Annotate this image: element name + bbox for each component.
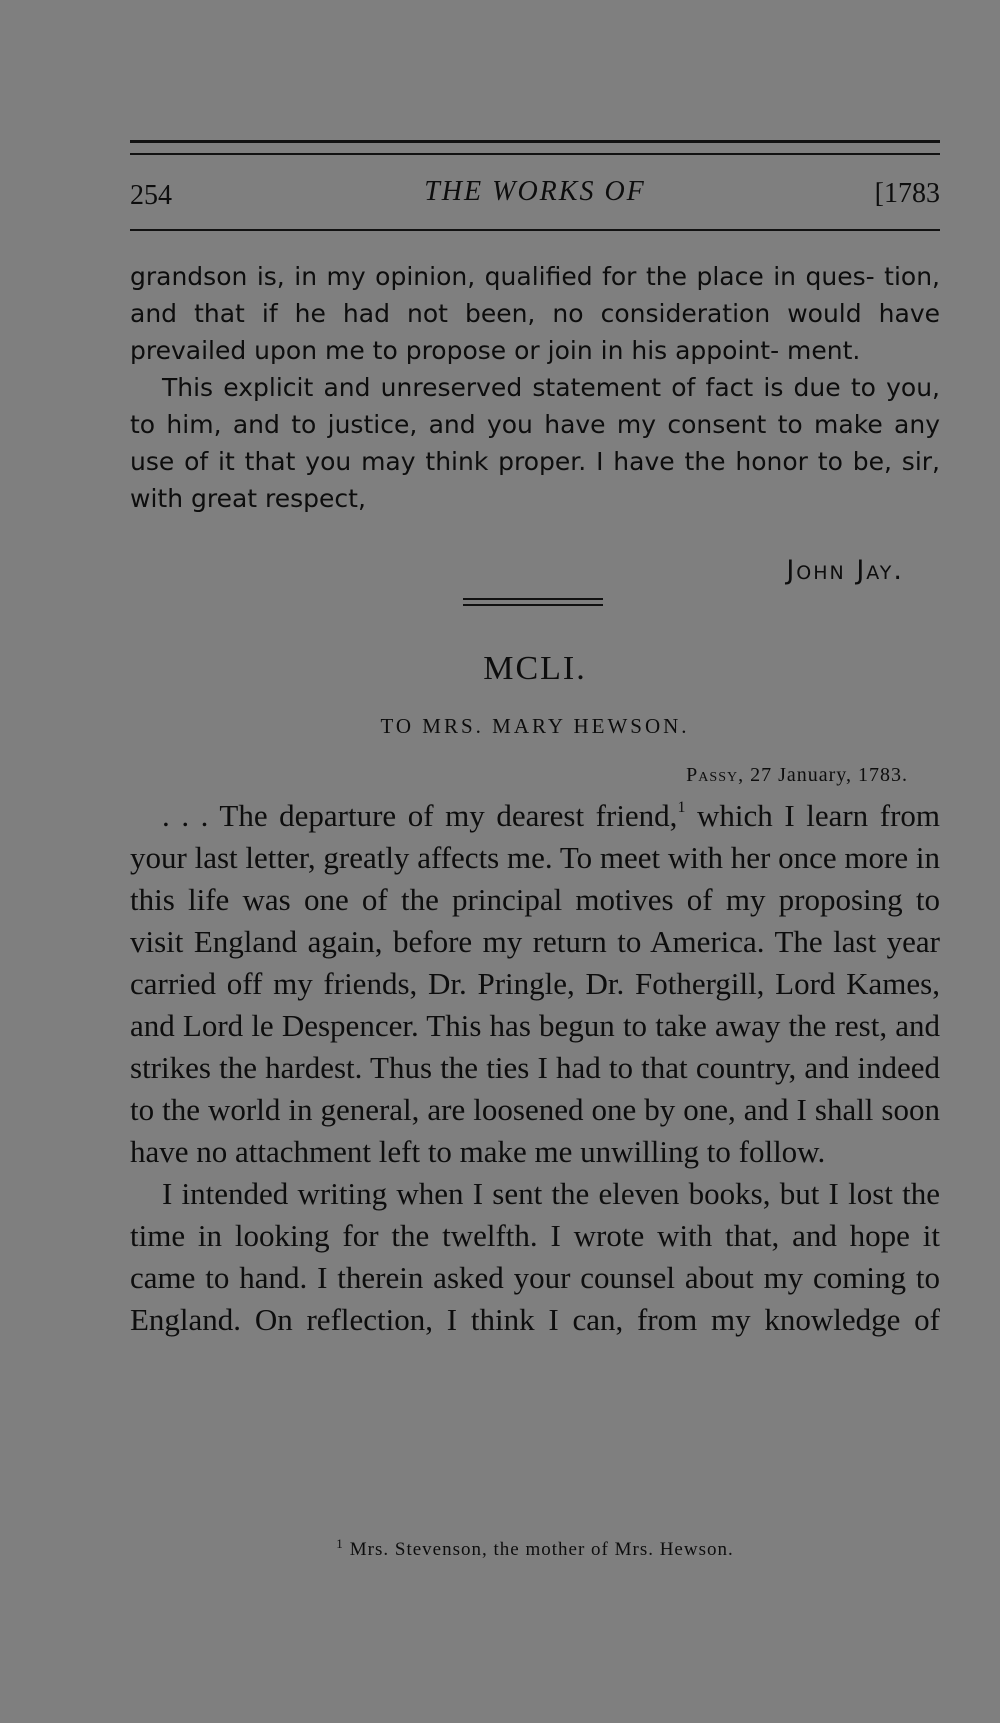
top-rule-thick: [130, 140, 940, 143]
footnote-text: Mrs. Stevenson, the mother of Mrs. Hewson.: [349, 1539, 734, 1560]
dateline-place: Passy,: [686, 764, 745, 786]
top-rule-thin: [130, 153, 940, 155]
signature-john-jay: John Jay.: [786, 555, 904, 586]
previous-letter-ending: [130, 258, 940, 517]
letter-recipient: TO MRS. MARY HEWSON.: [380, 714, 690, 738]
running-head: [130, 176, 940, 216]
letter-dateline: [686, 764, 908, 787]
footnote: [130, 1536, 940, 1561]
book-page: [130, 0, 940, 1723]
paragraph-1-rest: which I learn from your last letter, greatly affects me. To meet with her once more in this life was one of the principal motives of my proposing to visit England again, before my return to America. The last year carried off my friends, Dr. Pringle, Dr. Fothergill, Lord Kames, and Lord le Despencer. This has begun to take away the rest, and strikes the hardest. Thus the ties I had to that country, and indeed to the world in general, are loosened one by one, and I shall soon have no attachment left to make me unwilling to follow.: [130, 798, 940, 1169]
running-title: THE WORKS OF: [424, 176, 646, 207]
paragraph-closing: This explicit and unreserved statement of fact is due to you, to him, and to justice, and you have my consent to make any use of it that you may think proper. I have the honor to be, sir, with great respect,: [130, 373, 940, 513]
letter-paragraph-1: [130, 795, 940, 1173]
running-year: [1783: [874, 178, 940, 209]
paragraph-continuation: grandson is, in my opinion, qualified for the place in ques- tion, and that if he had not been, no consideration would have prevailed upon me to propose or join in his appoint- ment.: [130, 262, 940, 365]
dateline-date: 27 January, 1783.: [750, 764, 908, 786]
letter-number: MCLI.: [483, 650, 587, 687]
section-divider-bottom: [463, 604, 603, 606]
footnote-mark: 1: [336, 1536, 344, 1551]
page-number: 254: [130, 180, 172, 211]
section-divider-top: [463, 598, 603, 600]
paragraph-1-start: . . . The departure of my dearest friend,: [162, 798, 678, 833]
letter-body: [130, 795, 940, 1341]
letter-paragraph-2: I intended writing when I sent the eleven books, but I lost the time in looking for the twelfth. I wrote with that, and hope it came to hand. I therein asked your counsel about my coming to England. On reflection, I think I can, from my knowledge of: [130, 1176, 940, 1337]
footnote-reference: 1: [677, 799, 686, 816]
header-rule: [130, 229, 940, 231]
